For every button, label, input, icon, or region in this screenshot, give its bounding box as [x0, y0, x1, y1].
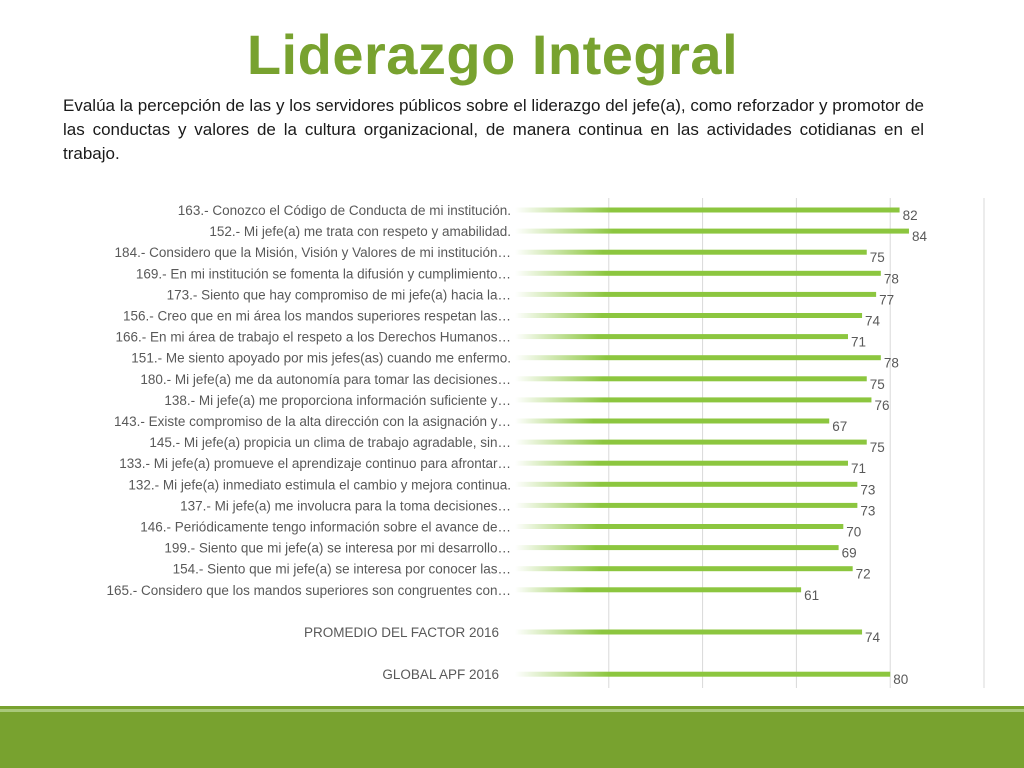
- category-label: 166.- En mi área de trabajo el respeto a los Derechos Humanos…: [115, 329, 511, 345]
- data-label: 71: [850, 461, 867, 477]
- data-label: 75: [869, 250, 885, 266]
- category-label: 165.- Considero que los mandos superiores son congruentes con…: [106, 582, 511, 598]
- category-label: 145.- Mi jefe(a) propicia un clima de trabajo agradable, sin…: [149, 435, 511, 451]
- category-label: 137.- Mi jefe(a) me involucra para la toma decisiones…: [180, 498, 511, 514]
- category-label: 132.- Mi jefe(a) inmediato estimula el cambio y mejora continua.: [128, 477, 511, 493]
- data-label: 76: [874, 397, 890, 413]
- bar: [515, 630, 862, 635]
- category-label: 173.- Siento que hay compromiso de mi jefe(a) hacia la…: [166, 287, 511, 303]
- category-label: 169.- En mi institución se fomenta la difusión y cumplimiento…: [135, 266, 511, 282]
- category-label: 154.- Siento que mi jefe(a) se interesa por conocer las…: [172, 561, 511, 577]
- data-label: 74: [865, 313, 881, 329]
- data-label: 82: [902, 208, 918, 223]
- data-label: 78: [883, 355, 899, 371]
- category-label: 143.- Existe compromiso de la alta dirección con la asignación y…: [114, 414, 511, 429]
- category-label: 199.- Siento que mi jefe(a) se interesa por mi desarrollo…: [164, 540, 511, 556]
- data-label: 61: [804, 587, 820, 603]
- category-label: 151.- Me siento apoyado por mis jefes(as) cuando me enfermo.: [131, 350, 511, 366]
- data-label: 77: [879, 292, 895, 308]
- category-label: 180.- Mi jefe(a) me da autonomía para tomar las decisiones…: [140, 371, 511, 387]
- category-label: 138.- Mi jefe(a) me proporciona información suficiente y…: [164, 392, 511, 408]
- footer-line: [0, 709, 1024, 712]
- data-label: 71: [850, 334, 867, 350]
- bar: [515, 419, 829, 424]
- bar: [515, 271, 881, 276]
- data-label: 73: [860, 503, 876, 519]
- category-label: 156.- Creo que en mi área los mandos superiores respetan las…: [123, 308, 511, 324]
- bar: [515, 587, 801, 592]
- category-label: GLOBAL APF 2016: [382, 667, 499, 683]
- bar: [515, 503, 857, 508]
- slide-title: Liderazgo Integral: [246, 23, 739, 86]
- bar: [515, 566, 853, 571]
- data-label: 80: [893, 672, 909, 688]
- data-label: 73: [860, 482, 876, 498]
- bar: [515, 524, 843, 529]
- data-label: 78: [883, 271, 899, 287]
- bar: [515, 250, 867, 255]
- bar: [515, 440, 867, 445]
- data-label: 70: [846, 524, 862, 540]
- data-label: 67: [832, 419, 848, 434]
- category-label: 152.- Mi jefe(a) me trata con respeto y amabilidad.: [209, 224, 511, 240]
- category-label: 184.- Considero que la Misión, Visión y Valores de mi institución…: [114, 245, 511, 261]
- bar: [515, 397, 871, 402]
- slide-description: Evalúa la percepción de las y los servidores públicos sobre el liderazgo del jefe(a), como reforzador y promotor de las conductas y valores de la cultura organizacional, de manera continua en las actividades cotidianas en el trabajo.: [63, 96, 924, 163]
- bar: [515, 229, 909, 234]
- data-label: 84: [911, 229, 927, 245]
- category-label: 146.- Periódicamente tengo información sobre el avance de…: [140, 519, 511, 535]
- bar: [515, 313, 862, 318]
- category-label: 133.- Mi jefe(a) promueve el aprendizaje continuo para afrontar…: [119, 456, 511, 472]
- bar: [515, 334, 848, 339]
- bar: [515, 355, 881, 360]
- data-label: 74: [865, 630, 881, 645]
- category-label: PROMEDIO DEL FACTOR 2016: [303, 625, 499, 640]
- bar: [515, 672, 890, 677]
- footer-band: [0, 706, 1024, 768]
- bar: [515, 482, 857, 487]
- data-label: 75: [869, 376, 885, 392]
- data-label: 72: [855, 566, 871, 582]
- bar: [515, 292, 876, 297]
- category-label: 163.- Conozco el Código de Conducta de mi institución.: [177, 203, 511, 218]
- bar: [515, 461, 848, 466]
- bar: [515, 376, 867, 381]
- data-label: 69: [841, 545, 857, 561]
- bar: [515, 545, 839, 550]
- data-label: 75: [869, 440, 885, 456]
- bar: [515, 208, 900, 213]
